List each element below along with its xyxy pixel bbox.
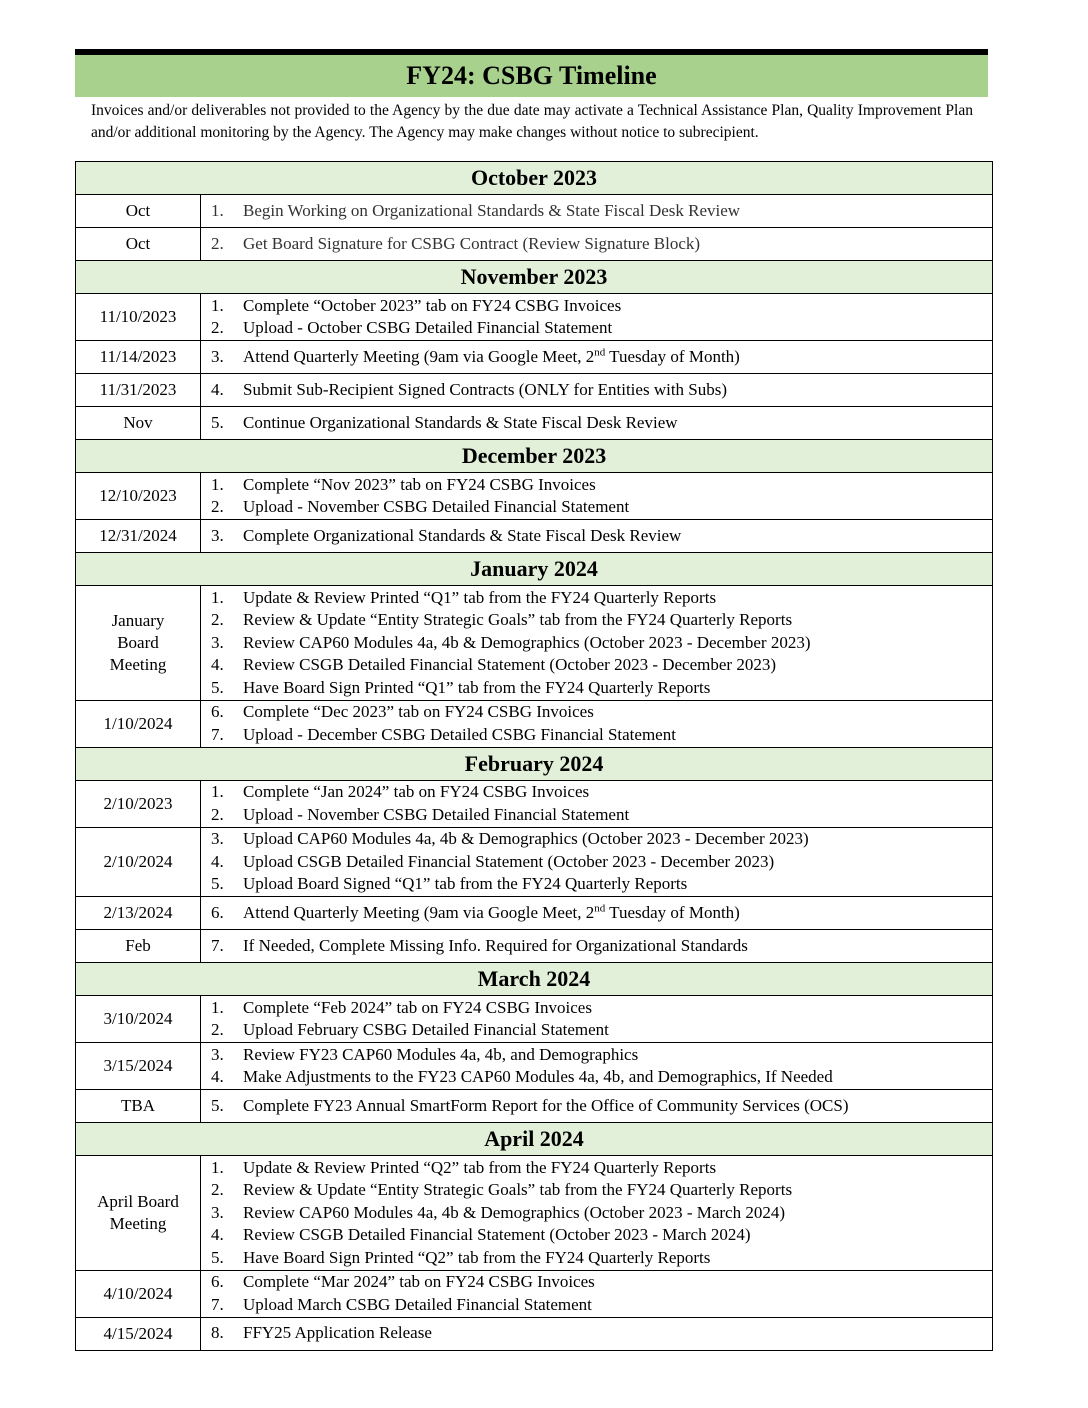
task-item — [211, 851, 992, 874]
task-item — [211, 1066, 992, 1089]
task-text: Update & Review Printed “Q1” tab from the FY24 Quarterly Reports — [243, 587, 717, 607]
task-text: Make Adjustments to the FY23 CAP60 Modules 4a, 4b, and Demographics, If Needed — [243, 1067, 833, 1086]
task-item — [211, 587, 992, 610]
task-text: Upload - October CSBG Detailed Financial Statement — [243, 318, 613, 337]
table-row — [76, 520, 993, 553]
due-date-cell: April Board Meeting — [76, 1156, 201, 1271]
month-heading: January 2024 — [76, 553, 993, 586]
task-cell — [201, 1270, 993, 1317]
task-number: 4. — [211, 851, 224, 871]
task-cell — [201, 341, 993, 374]
table-row — [76, 341, 993, 374]
task-text: Continue Organizational Standards & State Fiscal Desk Review — [243, 412, 678, 432]
table-row — [76, 1090, 993, 1123]
task-text: Review FY23 CAP60 Modules 4a, 4b, and Demographics — [243, 1044, 639, 1064]
task-number: 1. — [211, 474, 224, 494]
task-number: 2. — [211, 1020, 224, 1039]
task-number: 5. — [211, 677, 224, 697]
task-number: 2. — [211, 610, 224, 629]
month-header-row — [76, 747, 993, 780]
month-heading: March 2024 — [76, 963, 993, 996]
notice-paragraph: Invoices and/or deliverables not provided to the Agency by the due date may activate a Technical Assistance Plan, Quality Improvement Plan and/or additional monitoring by the Agency. The Agency may make changes without notice to subrecipient. — [91, 102, 973, 141]
task-number: 1. — [211, 587, 224, 607]
task-cell — [201, 1156, 993, 1271]
task-number: 3. — [211, 525, 224, 545]
task-number: 4. — [211, 379, 224, 399]
task-cell — [201, 294, 993, 341]
due-date-cell: Nov — [76, 407, 201, 440]
task-item — [211, 317, 992, 340]
task-cell — [201, 520, 993, 553]
task-item — [211, 525, 992, 548]
task-text: Complete Organizational Standards & State Fiscal Desk Review — [243, 525, 682, 545]
table-row — [76, 1317, 993, 1350]
task-item — [211, 632, 992, 655]
task-number: 1. — [211, 200, 224, 220]
task-item — [211, 828, 992, 851]
table-row — [76, 294, 993, 341]
task-item — [211, 1202, 992, 1225]
month-header-row — [76, 963, 993, 996]
task-text: Complete “October 2023” tab on FY24 CSBG Invoices — [243, 295, 622, 315]
due-date-cell: 2/13/2024 — [76, 897, 201, 930]
task-text: Upload - November CSBG Detailed Financial Statement — [243, 804, 630, 824]
due-date-cell: 2/10/2023 — [76, 780, 201, 827]
table-row — [76, 374, 993, 407]
task-cell — [201, 407, 993, 440]
task-item — [211, 233, 992, 256]
task-text: Upload CSGB Detailed Financial Statement (October 2023 - December 2023) — [243, 851, 775, 871]
task-item — [211, 1044, 992, 1067]
task-cell — [201, 897, 993, 930]
task-number: 1. — [211, 1157, 224, 1177]
due-date-cell: 12/31/2024 — [76, 520, 201, 553]
due-date-cell: 4/10/2024 — [76, 1270, 201, 1317]
task-text: Attend Quarterly Meeting (9am via Google Meet, 2nd Tuesday of Month) — [243, 346, 740, 366]
task-text: Get Board Signature for CSBG Contract (Review Signature Block) — [243, 233, 701, 253]
task-number: 6. — [211, 902, 224, 922]
task-cell — [201, 473, 993, 520]
task-item — [211, 724, 992, 747]
month-header-row — [76, 1123, 993, 1156]
task-item — [211, 781, 992, 804]
task-number: 7. — [211, 1294, 224, 1314]
task-number: 1. — [211, 295, 224, 315]
task-item — [211, 1095, 992, 1118]
month-header-row — [76, 553, 993, 586]
task-number: 2. — [211, 1180, 224, 1199]
task-cell — [201, 996, 993, 1043]
task-item — [211, 379, 992, 402]
task-cell — [201, 700, 993, 747]
task-item — [211, 1019, 992, 1042]
due-date-cell: January Board Meeting — [76, 586, 201, 701]
task-number: 4. — [211, 1225, 224, 1244]
task-number: 6. — [211, 702, 224, 721]
month-header-row — [76, 440, 993, 473]
table-row — [76, 1270, 993, 1317]
task-cell — [201, 1043, 993, 1090]
task-item — [211, 609, 992, 632]
task-text: Complete “Mar 2024” tab on FY24 CSBG Invoices — [243, 1272, 595, 1291]
due-date-cell: 4/15/2024 — [76, 1317, 201, 1350]
task-item — [211, 1247, 992, 1270]
task-text: Review CAP60 Modules 4a, 4b & Demographics (October 2023 - December 2023) — [243, 632, 811, 652]
table-row — [76, 996, 993, 1043]
task-number: 3. — [211, 829, 224, 848]
month-heading: April 2024 — [76, 1123, 993, 1156]
task-text: If Needed, Complete Missing Info. Required for Organizational Standards — [243, 935, 748, 955]
task-text: Review CAP60 Modules 4a, 4b & Demographics (October 2023 - March 2024) — [243, 1202, 786, 1222]
task-item — [211, 200, 992, 223]
table-row — [76, 473, 993, 520]
task-number: 2. — [211, 804, 224, 824]
task-text: Upload Board Signed “Q1” tab from the FY24 Quarterly Reports — [243, 874, 688, 893]
task-text: Submit Sub-Recipient Signed Contracts (ONLY for Entities with Subs) — [243, 379, 728, 399]
due-date-cell: 11/10/2023 — [76, 294, 201, 341]
task-text: Have Board Sign Printed “Q2” tab from the FY24 Quarterly Reports — [243, 1247, 711, 1267]
task-cell — [201, 195, 993, 228]
task-text: Review CSGB Detailed Financial Statement (October 2023 - March 2024) — [243, 1225, 751, 1244]
task-item — [211, 1224, 992, 1247]
due-date-cell: 11/14/2023 — [76, 341, 201, 374]
task-text: Review CSGB Detailed Financial Statement (October 2023 - December 2023) — [243, 655, 776, 674]
task-text: Attend Quarterly Meeting (9am via Google Meet, 2nd Tuesday of Month) — [243, 902, 740, 922]
task-number: 3. — [211, 1202, 224, 1222]
table-row — [76, 1043, 993, 1090]
task-item — [211, 804, 992, 827]
task-text: Review & Update “Entity Strategic Goals” tab from the FY24 Quarterly Reports — [243, 610, 793, 629]
task-text: Complete “Feb 2024” tab on FY24 CSBG Invoices — [243, 997, 592, 1017]
due-date-cell: Oct — [76, 228, 201, 261]
task-text: Complete “Dec 2023” tab on FY24 CSBG Invoices — [243, 702, 594, 721]
month-heading: December 2023 — [76, 440, 993, 473]
month-heading: November 2023 — [76, 261, 993, 294]
task-text: Upload CAP60 Modules 4a, 4b & Demographics (October 2023 - December 2023) — [243, 829, 809, 848]
table-row — [76, 228, 993, 261]
task-item — [211, 1157, 992, 1180]
table-row — [76, 1156, 993, 1271]
table-row — [76, 586, 993, 701]
task-cell — [201, 780, 993, 827]
task-text: Upload February CSBG Detailed Financial Statement — [243, 1020, 609, 1039]
table-row — [76, 700, 993, 747]
task-text: Upload - November CSBG Detailed Financial Statement — [243, 497, 630, 516]
due-date-cell: 3/10/2024 — [76, 996, 201, 1043]
task-text: Upload - December CSBG Detailed CSBG Financial Statement — [243, 724, 676, 744]
task-text: Complete “Jan 2024” tab on FY24 CSBG Invoices — [243, 782, 590, 801]
task-item — [211, 997, 992, 1020]
task-cell — [201, 374, 993, 407]
task-number: 7. — [211, 724, 224, 744]
task-item — [211, 654, 992, 677]
task-number: 5. — [211, 1247, 224, 1267]
task-cell — [201, 1317, 993, 1350]
task-number: 1. — [211, 997, 224, 1017]
due-date-cell: 12/10/2023 — [76, 473, 201, 520]
task-number: 6. — [211, 1272, 224, 1291]
task-item — [211, 1294, 992, 1317]
task-number: 5. — [211, 1095, 224, 1115]
table-row — [76, 897, 993, 930]
task-number: 2. — [211, 233, 224, 253]
task-item — [211, 902, 992, 925]
task-number: 5. — [211, 412, 224, 432]
task-number: 4. — [211, 1067, 224, 1086]
task-item — [211, 677, 992, 700]
task-item — [211, 474, 992, 497]
task-item — [211, 346, 992, 369]
due-date-cell: 1/10/2024 — [76, 700, 201, 747]
table-row — [76, 195, 993, 228]
task-cell — [201, 228, 993, 261]
table-row — [76, 407, 993, 440]
task-number: 3. — [211, 346, 224, 366]
month-header-row — [76, 162, 993, 195]
task-number: 1. — [211, 782, 224, 801]
task-text: Review & Update “Entity Strategic Goals” tab from the FY24 Quarterly Reports — [243, 1180, 793, 1199]
task-number: 2. — [211, 318, 224, 337]
task-number: 4. — [211, 655, 224, 674]
task-item — [211, 1179, 992, 1202]
task-item — [211, 701, 992, 724]
task-item — [211, 412, 992, 435]
due-date-cell: Feb — [76, 930, 201, 963]
task-item — [211, 873, 992, 896]
task-item — [211, 496, 992, 519]
due-date-cell: 2/10/2024 — [76, 827, 201, 897]
table-row — [76, 827, 993, 897]
due-date-cell: 3/15/2024 — [76, 1043, 201, 1090]
timeline-table — [75, 161, 993, 1351]
month-heading: October 2023 — [76, 162, 993, 195]
task-item — [211, 1322, 992, 1345]
task-number: 3. — [211, 1044, 224, 1064]
task-text: FFY25 Application Release — [243, 1323, 432, 1343]
task-text: Upload March CSBG Detailed Financial Statement — [243, 1294, 592, 1314]
task-number: 7. — [211, 935, 224, 955]
task-number: 3. — [211, 632, 224, 652]
task-text: Complete “Nov 2023” tab on FY24 CSBG Invoices — [243, 474, 596, 494]
task-item — [211, 935, 992, 958]
task-cell — [201, 586, 993, 701]
task-cell — [201, 827, 993, 897]
task-number: 5. — [211, 874, 224, 893]
task-text: Begin Working on Organizational Standards & State Fiscal Desk Review — [243, 200, 741, 220]
task-item — [211, 295, 992, 318]
month-heading: February 2024 — [76, 747, 993, 780]
due-date-cell: 11/31/2023 — [76, 374, 201, 407]
table-row — [76, 780, 993, 827]
task-number: 2. — [211, 497, 224, 516]
task-text: Complete FY23 Annual SmartForm Report for the Office of Community Services (OCS) — [243, 1095, 849, 1115]
due-date-cell: TBA — [76, 1090, 201, 1123]
page-title: FY24: CSBG Timeline — [75, 55, 988, 97]
task-item — [211, 1271, 992, 1294]
month-header-row — [76, 261, 993, 294]
task-text: Update & Review Printed “Q2” tab from the FY24 Quarterly Reports — [243, 1157, 717, 1177]
task-cell — [201, 1090, 993, 1123]
table-row — [76, 930, 993, 963]
task-text: Have Board Sign Printed “Q1” tab from the FY24 Quarterly Reports — [243, 677, 711, 697]
due-date-cell: Oct — [76, 195, 201, 228]
task-number: 8. — [211, 1323, 224, 1343]
task-cell — [201, 930, 993, 963]
